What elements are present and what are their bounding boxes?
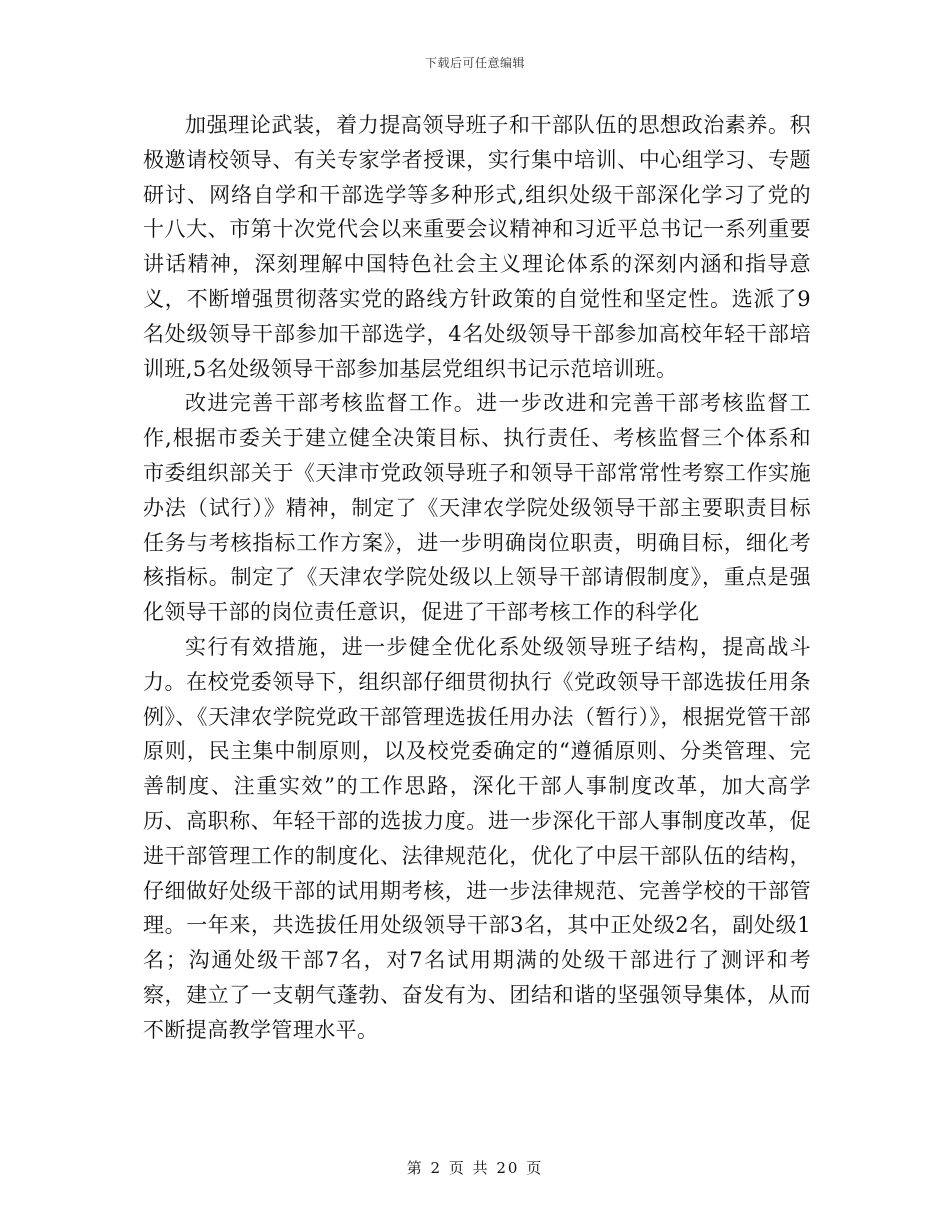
document-body xyxy=(143,108,811,1048)
footer-middle: 页 共 xyxy=(448,1159,490,1177)
header-note: 下载后可任意编辑 xyxy=(424,56,525,70)
paragraph-theory-study: 加强理论武装，着力提高领导班子和干部队伍的思想政治素养。积极邀请校领导、有关专家学者授课，实行集中培训、中心组学习、专题研讨、网络自学和干部选学等多种形式,组织处级干部深化学习了党的十八大、市第十次党代会以来重要会议精神和习近平总书记一系列重要讲话精神，深刻理解中国特色社会主义理论体系的深刻内涵和指导意义，不断增强贯彻落实党的路线方针政策的自觉性和坚定性。选派了9名处级领导干部参加干部选学，4名处级领导干部参加高校年轻干部培训班,5名处级领导干部参加基层党组织书记示范培训班。 xyxy=(143,113,811,381)
paragraph-assessment-supervision: 改进完善干部考核监督工作。进一步改进和完善干部考核监督工作,根据市委关于建立健全决策目标、执行责任、考核监督三个体系和市委组织部关于《天津市党政领导班子和领导干部常常性考察工作实施办法（试行）》精神，制定了《天津农学院处级领导干部主要职责目标任务与考核指标工作方案》，进一步明确岗位职责，明确目标，细化考核指标。制定了《天津农学院处级以上领导干部请假制度》，重点是强化领导干部的岗位责任意识，促进了干部考核工作的科学化 xyxy=(143,391,811,625)
footer-prefix: 第 xyxy=(406,1159,424,1177)
page-footer xyxy=(0,1157,950,1178)
current-page-number: 2 xyxy=(430,1159,443,1177)
total-page-count: 20 xyxy=(496,1159,520,1177)
paragraph-structure-optimization: 实行有效措施，进一步健全优化系处级领导班子结构，提高战斗力。在校党委领导下，组织部仔细贯彻执行《党政领导干部选拔任用条例》、《天津农学院党政干部管理选拔任用办法（暂行）》，根据党管干部原则，民主集中制原则，以及校党委确定的“遵循原则、分类管理、完善制度、注重实效”的工作思路，深化干部人事制度改革，加大高学历、高职称、年轻干部的选拔力度。进一步深化干部人事制度改革，促进干部管理工作的制度化、法律规范化，优化了中层干部队伍的结构，仔细做好处级干部的试用期考核，进一步法律规范、完善学校的干部管理。一年来，共选拔任用处级领导干部3名，其中正处级2名，副处级1名；沟通处级干部7名，对7名试用期满的处级干部进行了测评和考察，建立了一支朝气蓬勃、奋发有为、团结和谐的坚强领导集体，从而不断提高教学管理水平。 xyxy=(143,634,811,1042)
footer-suffix: 页 xyxy=(526,1159,544,1177)
